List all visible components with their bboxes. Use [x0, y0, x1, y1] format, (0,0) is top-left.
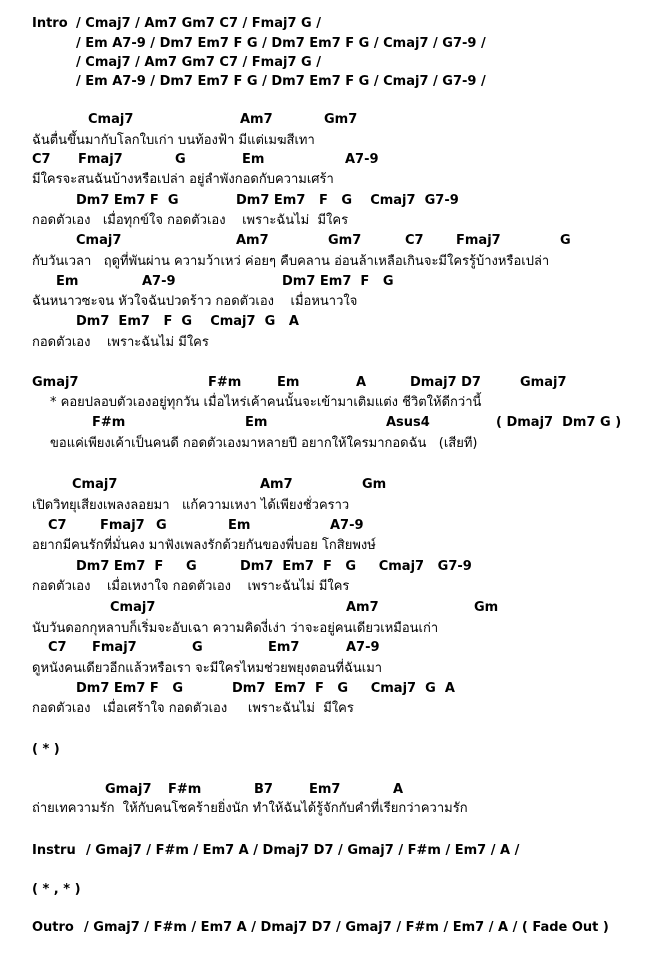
verse2-lyric-line: กอดตัวเอง เมื่อเศร้าใจ กอดตัวเอง เพราะฉันไม่ มีใคร [32, 701, 354, 716]
repeat-marker: ( * ) [32, 742, 60, 757]
chord: Gmaj7 [32, 375, 79, 390]
chord: Cmaj7 [76, 233, 122, 248]
chord: A7-9 [330, 518, 364, 533]
verse1-lyric-line: ฉันหนาวซะจน หัวใจฉันปวดร้าว กอดตัวเอง เมื่อหนาวใจ [32, 294, 358, 309]
chord: Cmaj7 [88, 112, 134, 127]
intro-label: Intro [32, 16, 68, 31]
verse1-chord-line [0, 150, 650, 170]
instru-line: / Gmaj7 / F#m / Em7 A / Dmaj7 D7 / Gmaj7 / F#m / Em7 / A / [86, 843, 520, 858]
verse2-chord-line [0, 557, 650, 577]
chord: Em [242, 152, 265, 167]
verse2-lyric-line: ดูหนังคนเดียวอีกแล้วหรือเรา จะมีใครไหมช่วยพยุงตอนที่ฉันเมา [32, 661, 383, 676]
chord: G [175, 152, 186, 167]
chord: C7 [48, 518, 67, 533]
verse1-lyric-line: ฉันตื่นขึ้นมากับโลกใบเก่า บนท้องฟ้า มีแต่เมฆสีเทา [32, 133, 315, 148]
chord: Em7 [309, 782, 341, 797]
outro-label: Outro [32, 920, 74, 935]
chord: A7-9 [345, 152, 379, 167]
verse2-chord-line [0, 638, 650, 658]
chord: Em [228, 518, 251, 533]
chord: Gmaj7 [520, 375, 567, 390]
verse2-lyric-line: นับวันดอกกุหลาบก็เริ่มจะอับเฉา ความคิดงี่เง่า ว่าจะอยู่คนเดียวเหมือนเก่า [32, 621, 439, 636]
verse2-lyric-line: อยากมีคนรักที่มั่นคง มาฟังเพลงรักด้วยกันของพี่บอย โกสิยพงษ์ [32, 538, 376, 553]
chord: Fmaj7 [78, 152, 123, 167]
verse1-chord-line [0, 110, 650, 130]
chord: G [192, 640, 203, 655]
chorus-chord-line [0, 373, 650, 393]
chord: C7 [405, 233, 424, 248]
chord: A7-9 [346, 640, 380, 655]
repeat-marker: ( * , * ) [32, 882, 81, 897]
chord: Fmaj7 [456, 233, 501, 248]
chord: Am7 [346, 600, 379, 615]
chord: B7 [254, 782, 273, 797]
chord: Dm7 Em7 F G [282, 274, 394, 289]
verse1-chord-line [0, 312, 650, 332]
chord: A [393, 782, 404, 797]
chord: Am7 [260, 477, 293, 492]
verse1-lyric-line: มีใครจะสนฉันบ้างหรือเปล่า อยู่ลำพังกอดกับความเศร้า [32, 172, 334, 187]
chord: Gm7 [328, 233, 362, 248]
chord: ( Dmaj7 Dm7 G ) [496, 415, 622, 430]
verse1-lyric-line: กอดตัวเอง เพราะฉันไม่ มีใคร [32, 335, 209, 350]
verse2-chord-line [0, 679, 650, 699]
outro-line: / Gmaj7 / F#m / Em7 A / Dmaj7 D7 / Gmaj7 / F#m / Em7 / A / ( Fade Out ) [84, 920, 609, 935]
verse1-chord-line [0, 191, 650, 211]
chord: Dmaj7 D7 [410, 375, 481, 390]
verse2-lyric-line: กอดตัวเอง เมื่อเหงาใจ กอดตัวเอง เพราะฉันไม่ มีใคร [32, 579, 350, 594]
chord: Dm7 Em7 F G Cmaj7 G7-9 [236, 193, 459, 208]
chord: Am7 [240, 112, 273, 127]
verse2-chord-line [0, 516, 650, 536]
chorus-lyric-line: * คอยปลอบตัวเองอยู่ทุกวัน เมื่อไหร่เค้าคนนั้นจะเข้ามาเติมแต่ง ชีวิตให้ดีกว่านี้ [50, 395, 482, 410]
intro-line: / Em A7-9 / Dm7 Em7 F G / Dm7 Em7 F G / Cmaj7 / G7-9 / [76, 36, 486, 51]
chord: C7 [32, 152, 51, 167]
bridge-lyric-line: ถ่ายเทความรัก ให้กับคนโชคร้ายยิ่งนัก ทำให้ฉันได้รู้จักกับคำที่เรียกว่าความรัก [32, 801, 468, 816]
chord: Dm7 Em7 F G Cmaj7 G A [76, 314, 299, 329]
chord: Gm [362, 477, 387, 492]
chorus-chord-line [0, 413, 650, 433]
chord: Dm7 Em7 F G Cmaj7 G A [232, 681, 455, 696]
verse1-chord-line [0, 272, 650, 292]
chord: Gmaj7 [105, 782, 152, 797]
intro-line: / Cmaj7 / Am7 Gm7 C7 / Fmaj7 G / [76, 16, 321, 31]
chord: A7-9 [142, 274, 176, 289]
chord: Gm7 [324, 112, 358, 127]
chord: Dm7 Em7 F G [76, 559, 197, 574]
chord: Em [56, 274, 79, 289]
chord: A [356, 375, 367, 390]
instru-label: Instru [32, 843, 76, 858]
bridge-chord-line [0, 780, 650, 800]
chord: Fmaj7 [92, 640, 137, 655]
chord: G [156, 518, 167, 533]
chord: F#m [168, 782, 202, 797]
verse1-lyric-line: กับวันเวลา ฤดูที่พันผ่าน ความว้าเหว่ ค่อยๆ คืบคลาน อ่อนล้าเหลือเกินจะมีใครรู้บ้างหรือเปล่า [32, 254, 550, 269]
chord: Dm7 Em7 F G Cmaj7 G7-9 [240, 559, 472, 574]
chord: Asus4 [386, 415, 430, 430]
chord: Dm7 Em7 F G [76, 681, 184, 696]
chord: G [560, 233, 571, 248]
intro-line: / Em A7-9 / Dm7 Em7 F G / Dm7 Em7 F G / Cmaj7 / G7-9 / [76, 74, 486, 89]
chord: Am7 [236, 233, 269, 248]
verse1-lyric-line: กอดตัวเอง เมื่อทุกข์ใจ กอดตัวเอง เพราะฉันไม่ มีใคร [32, 213, 349, 228]
chord: Em7 [268, 640, 300, 655]
chord: C7 [48, 640, 67, 655]
chord: Em [277, 375, 300, 390]
verse2-lyric-line: เปิดวิทยุเสียงเพลงลอยมา แก้ความเหงา ได้เพียงชั่วคราว [32, 498, 350, 513]
chord: F#m [92, 415, 126, 430]
chord: Cmaj7 [110, 600, 156, 615]
chord: F#m [208, 375, 242, 390]
chord: Cmaj7 [72, 477, 118, 492]
verse1-chord-line [0, 231, 650, 251]
chord: Dm7 Em7 F G [76, 193, 179, 208]
chord: Gm [474, 600, 499, 615]
verse2-chord-line [0, 475, 650, 495]
intro-line: / Cmaj7 / Am7 Gm7 C7 / Fmaj7 G / [76, 55, 321, 70]
chord: Em [245, 415, 268, 430]
verse2-chord-line [0, 598, 650, 618]
chord: Fmaj7 [100, 518, 145, 533]
chorus-lyric-line: ขอแค่เพียงเค้าเป็นคนดี กอดตัวเองมาหลายปี อยากให้ใครมากอดฉัน (เสียที) [50, 436, 478, 451]
